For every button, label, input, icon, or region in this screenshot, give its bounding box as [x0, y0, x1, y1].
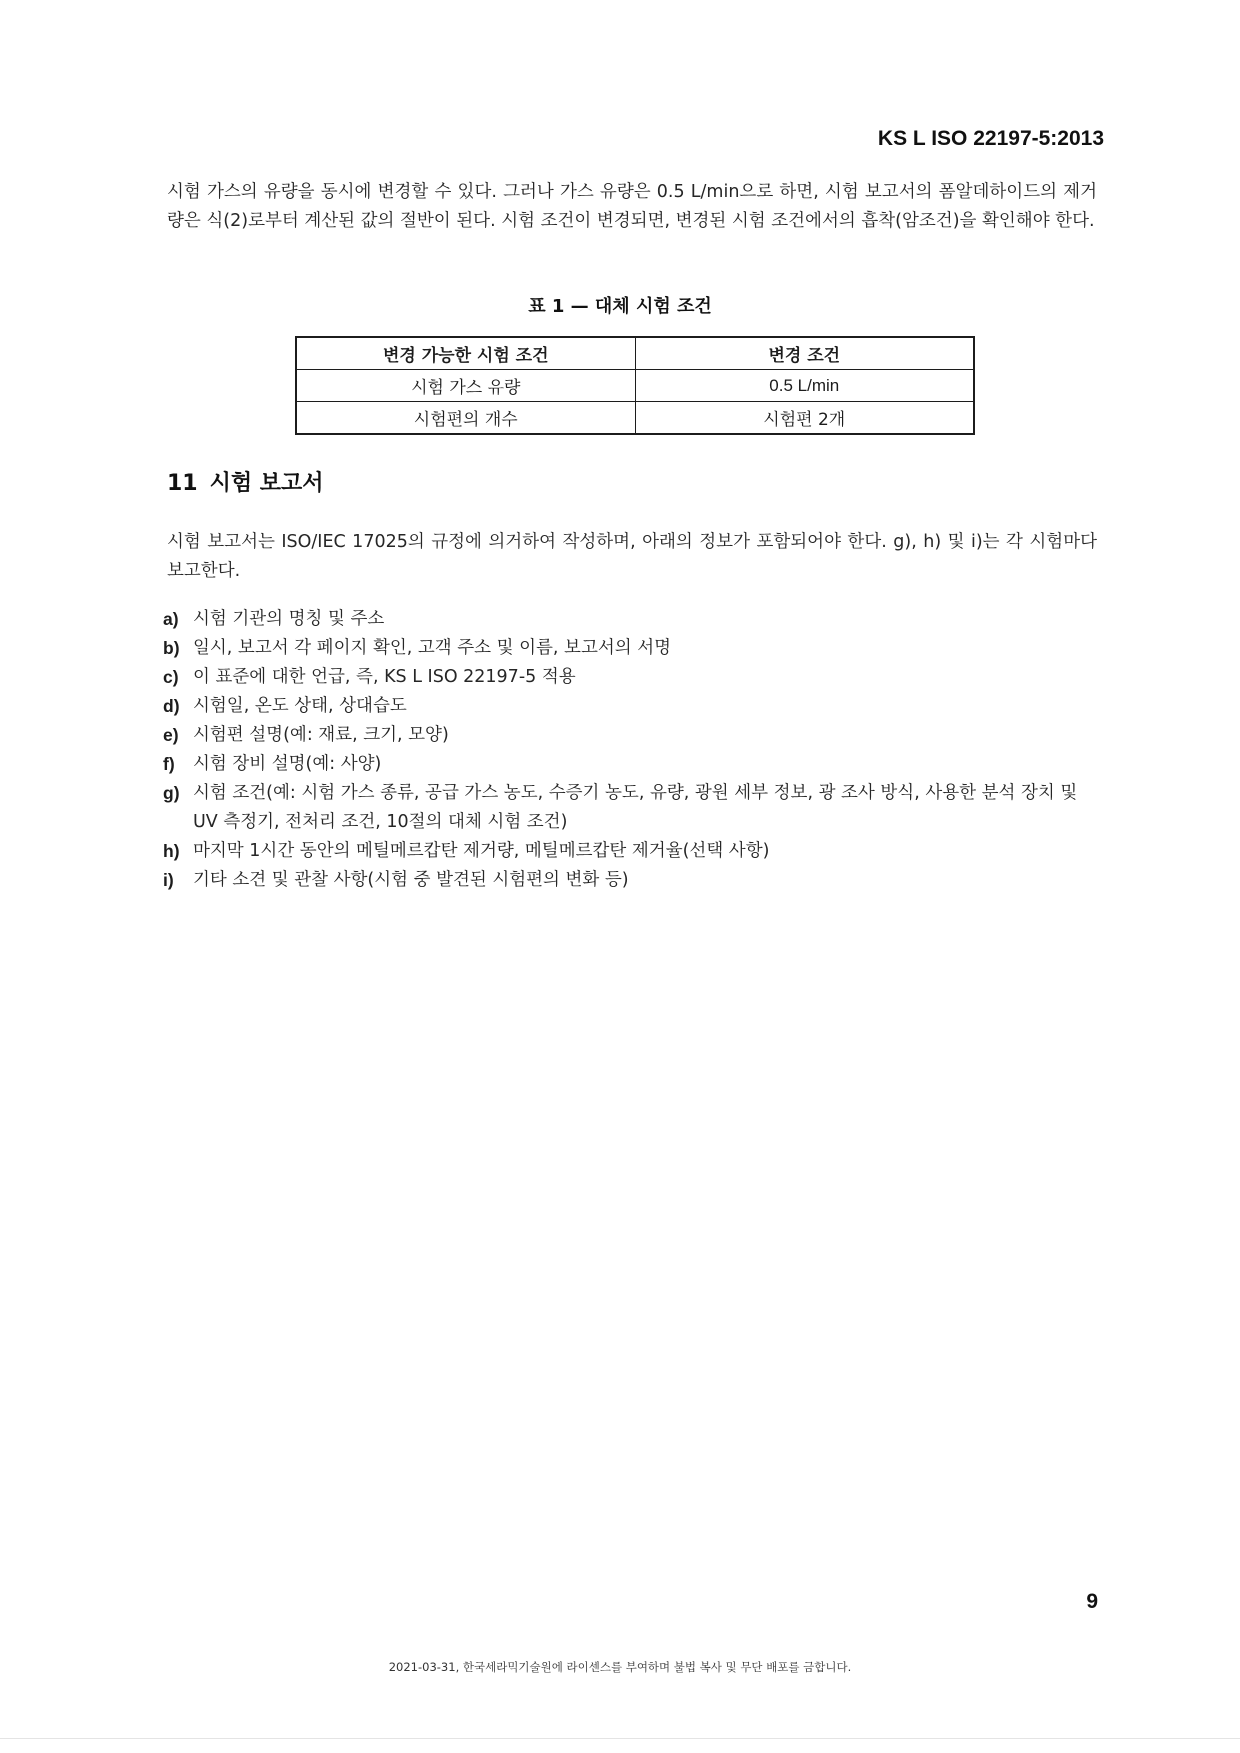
list-item — [163, 750, 1103, 779]
list-item — [163, 692, 1103, 721]
list-item — [163, 837, 1103, 866]
list-item-marker: h) — [163, 841, 180, 861]
alternative-conditions-table — [295, 336, 975, 435]
table-cell: 시험편의 개수 — [296, 402, 635, 435]
scan-edge-divider — [0, 1738, 1240, 1739]
table-header-cell: 변경 가능한 시험 조건 — [296, 337, 635, 370]
list-item-marker: c) — [163, 667, 179, 687]
list-item-marker: b) — [163, 638, 180, 658]
list-item-text: 시험편 설명(예: 재료, 크기, 모양) — [193, 725, 449, 745]
list-item — [163, 721, 1103, 750]
list-item — [163, 663, 1103, 692]
intro-paragraph-text: 시험 가스의 유량을 동시에 변경할 수 있다. 그러나 가스 유량은 0.5 L/min으로 하면, 시험 보고서의 폼알데하이드의 제거량은 식(2)로부터 계산된 값의 절반이 된다. 시험 조건이 변경되면, 변경된 시험 조건에서의 흡착(암조건)을 확인해야 한다. — [167, 182, 1097, 231]
list-item-text: 시험 장비 설명(예: 사양) — [193, 754, 382, 774]
page-number: 9 — [1086, 1590, 1098, 1613]
list-item-text: 마지막 1시간 동안의 메틸메르캅탄 제거량, 메틸메르캅탄 제거율(선택 사항) — [193, 841, 770, 861]
list-item-text: 시험 조건(예: 시험 가스 종류, 공급 가스 농도, 수증기 농도, 유량, 광원 세부 정보, 광 조사 방식, 사용한 분석 장치 및 UV 측정기, 전처리 조건, 10절의 대체 시험 조건) — [193, 783, 1078, 832]
intro-paragraph — [167, 178, 1097, 236]
list-item — [163, 605, 1103, 634]
standard-number: KS L ISO 22197-5:2013 — [877, 127, 1104, 150]
list-item-text: 시험 기관의 명칭 및 주소 — [193, 609, 385, 629]
table-row — [296, 370, 974, 402]
list-item-marker: e) — [163, 725, 179, 745]
list-item-marker: a) — [163, 609, 179, 629]
report-items-list — [163, 605, 1103, 895]
list-item-marker: g) — [163, 783, 180, 803]
table-header-cell: 변경 조건 — [635, 337, 974, 370]
list-item-text: 시험일, 온도 상태, 상대습도 — [193, 696, 407, 716]
section-title: 시험 보고서 — [209, 471, 324, 496]
table-cell: 시험 가스 유량 — [296, 370, 635, 402]
list-item-marker: i) — [163, 870, 174, 890]
report-intro-text: 시험 보고서는 ISO/IEC 17025의 규정에 의거하여 작성하며, 아래의 정보가 포함되어야 한다. g), h) 및 i)는 각 시험마다 보고한다. — [167, 532, 1097, 581]
table-header-row — [296, 337, 974, 370]
list-item-marker: d) — [163, 696, 180, 716]
list-item-text: 기타 소견 및 관찰 사항(시험 중 발견된 시험편의 변화 등) — [193, 870, 629, 890]
license-notice: 2021-03-31, 한국세라믹기술원에 라이센스를 부여하며 불법 복사 및 무단 배포를 금합니다. — [388, 1660, 852, 1674]
list-item-text: 이 표준에 대한 언급, 즉, KS L ISO 22197-5 적용 — [193, 667, 576, 687]
list-item-marker: f) — [163, 754, 175, 774]
list-item — [163, 634, 1103, 663]
table-cell: 시험편 2개 — [635, 402, 974, 435]
list-item — [163, 866, 1103, 895]
list-item — [163, 779, 1103, 837]
section-number: 11 — [167, 471, 198, 496]
table-caption: 표 1 — 대체 시험 조건 — [528, 296, 712, 317]
section-heading — [167, 466, 324, 497]
table-cell: 0.5 L/min — [635, 370, 974, 402]
table-row — [296, 402, 974, 435]
report-intro-paragraph — [167, 528, 1097, 586]
list-item-text: 일시, 보고서 각 페이지 확인, 고객 주소 및 이름, 보고서의 서명 — [193, 638, 672, 658]
